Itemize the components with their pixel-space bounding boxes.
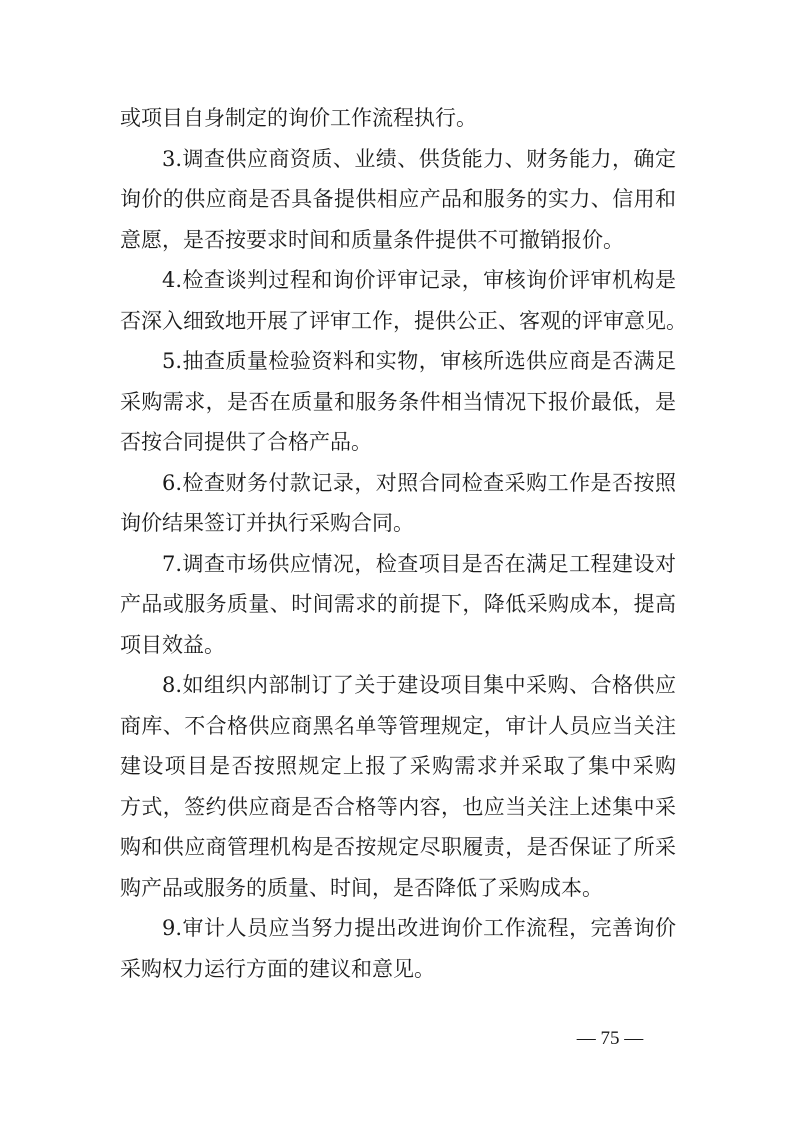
text-line: 商库、不合格供应商黑名单等管理规定，审计人员应当关注 [120,713,676,738]
text-line: 项目效益。 [120,632,225,657]
text-line: 否深入细致地开展了评审工作，提供公正、客观的评审意见。 [120,308,687,333]
page-number: — 75 — [576,1028,644,1049]
text-line: 8.如组织内部制订了关于建设项目集中采购、合格供应 [162,673,676,697]
text-line: 9.审计人员应当努力提出改进询价工作流程，完善询价 [162,916,676,940]
text-line: 购产品或服务的质量、时间，是否降低了采购成本。 [120,875,603,900]
text-line: 询价的供应商是否具备提供相应产品和服务的实力、信用和 [120,187,676,211]
text-line: 询价结果签订并执行采购合同。 [120,511,414,535]
text-line: 7.调查市场供应情况，检查项目是否在满足工程建设对 [162,551,676,576]
text-line: 方式，签约供应商是否合格等内容，也应当关注上述集中采 [120,794,676,819]
text-line: 意愿，是否按要求时间和质量条件提供不可撤销报价。 [120,227,624,252]
text-line: 采购权力运行方面的建议和意见。 [120,956,435,981]
text-line: 建设项目是否按照规定上报了采购需求并采取了集中采购 [120,754,676,778]
text-line: 5.抽查质量检验资料和实物，审核所选供应商是否满足 [162,349,676,373]
text-line: 或项目自身制定的询价工作流程执行。 [120,106,477,130]
text-line: 3.调查供应商资质、业绩、供货能力、财务能力，确定 [162,146,676,171]
text-line: 采购需求，是否在质量和服务条件相当情况下报价最低，是 [120,389,676,414]
text-line: 产品或服务质量、时间需求的前提下，降低采购成本，提高 [120,592,676,616]
body-text [120,98,687,989]
text-line: 4.检查谈判过程和询价评审记录，审核询价评审机构是 [162,268,676,292]
text-line: 否按合同提供了合格产品。 [120,430,372,454]
text-line: 6.检查财务付款记录，对照合同检查采购工作是否按照 [162,470,676,495]
text-line: 购和供应商管理机构是否按规定尽职履责，是否保证了所采 [120,835,676,859]
